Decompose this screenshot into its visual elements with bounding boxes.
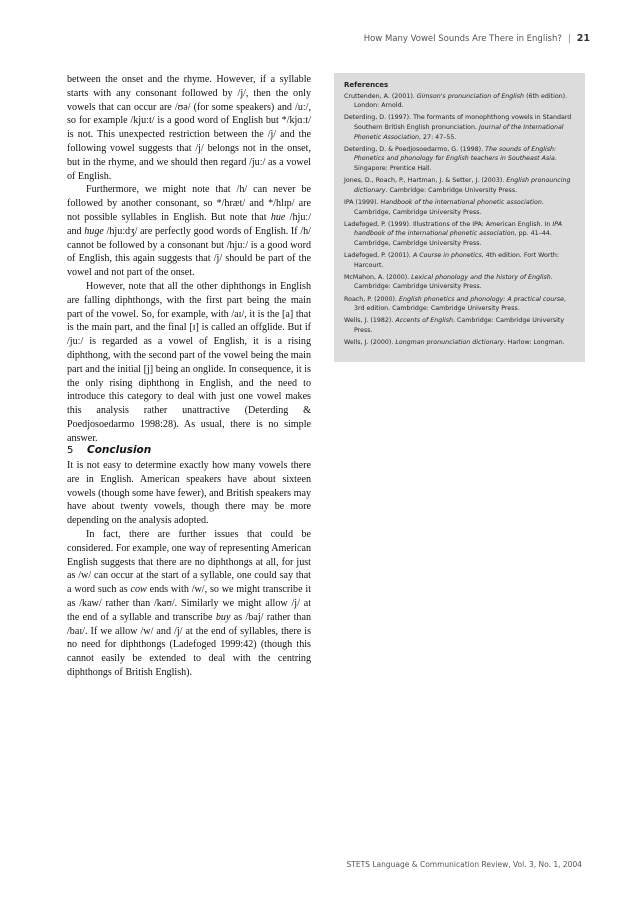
section-number: 5 xyxy=(67,445,74,456)
ref-text: . Singapore: Prentice Hall. xyxy=(354,155,557,172)
references-heading: References xyxy=(344,81,389,89)
ref-text: Ladefoged, P. (2001). xyxy=(344,252,413,260)
ref-text: , 4th edition. Fort Worth: Harcourt. xyxy=(354,252,560,269)
ref-text: . Cambridge, Cambridge University Press. xyxy=(354,198,544,216)
reference-entry xyxy=(344,220,575,249)
reference-entry xyxy=(344,113,575,142)
ref-title: IPA handbook of the international phonetic association xyxy=(354,220,563,238)
reference-entry xyxy=(344,273,575,292)
ref-text: . Cambridge: Cambridge University Press. xyxy=(385,186,518,194)
ref-text: , 3rd edition. Cambridge: Cambridge University Press. xyxy=(354,295,566,313)
italic-word: hue xyxy=(270,211,286,223)
ref-text: McMahon, A. (2000). xyxy=(344,273,412,281)
ref-text: . Harlow: Longman. xyxy=(503,339,565,347)
ref-text: Cruttenden, A. (2001). xyxy=(344,92,417,100)
body-paragraph-3: However, note that all the other diphthongs in English are falling diphthongs, with the first part being the main part of the vowel. So, for example, with /aɪ/, it is the [a] that is the main part, and the final [ɪ] is called an offglide. But if /juː/ is regarded as a vowel of English, it is a rising diphthong, with the second part of the vowel being the main part and the initial [j] being an onglide. In consequence, it is the only rising diphthong in English, and the need to introduce this category to deal with just one vowel makes this analysis rather unattractive (Deterding & Poedjosoedarmo 1998:28). As usual, there is no simple answer. xyxy=(67,280,311,444)
section-title: Conclusion xyxy=(87,444,152,456)
ref-title: Gimson's pronunciation of English xyxy=(416,92,525,100)
ref-text: Wells, J. (1982). xyxy=(344,317,396,325)
conclusion-paragraph-2 xyxy=(67,528,311,680)
ref-text: Ladefoged, P. (1999). Illustrations of the IPA: American English. In xyxy=(344,220,553,228)
reference-entry xyxy=(344,145,575,174)
ref-text: Jones, D., Roach, P., Hartman, J. & Setter, J. (2003). xyxy=(344,177,507,185)
ref-title: Handbook of the international phonetic association xyxy=(380,198,542,206)
ref-title: English phonetics and phonology: A practical course xyxy=(399,295,564,303)
reference-entry xyxy=(344,176,575,195)
journal-footer: STETS Language & Communication Review, Vol. 3, No. 1, 2004 xyxy=(346,860,582,869)
ref-title: The sounds of English: Phonetics and phonology for English teachers in Southeast Asia xyxy=(354,145,557,163)
page-number: 21 xyxy=(576,33,590,44)
running-title: How Many Vowel Sounds Are There in English? xyxy=(363,34,562,44)
ref-text: . Cambridge: Cambridge University Press. xyxy=(354,317,565,334)
text-run: ends with /w/, so we might transcribe it as /kaw/ rather than /kaʊ/. Similarly we might allow /j/ at the end of a syllable and transcribe xyxy=(67,584,311,623)
reference-entry xyxy=(344,338,575,348)
ref-text: Roach, P. (2000). xyxy=(344,295,400,303)
reference-entry xyxy=(344,251,575,270)
text-run: Furthermore, we might note that /h/ can never be followed by another consonant, so */hræt/ and */hlɪp/ are not possible syllables in English. But note that xyxy=(67,184,311,223)
italic-word: huge xyxy=(84,225,104,237)
ref-title: Lexical phonology and the history of English xyxy=(411,273,551,281)
reference-entry xyxy=(344,295,575,314)
ref-text: Wells, J. (2000). xyxy=(344,339,396,347)
ref-title: Accents of English xyxy=(395,317,453,325)
running-header xyxy=(364,33,590,44)
ref-text: Deterding, D. (1997). The formants of monophthong vowels in Standard Southern British English pronunciation. xyxy=(344,114,572,131)
references-box xyxy=(334,73,585,362)
italic-word: cow xyxy=(130,584,147,596)
reference-entry xyxy=(344,92,575,111)
ref-title: English pronouncing dictionary xyxy=(354,177,571,194)
conclusion-paragraph-1: It is not easy to determine exactly how many vowels there are in English. American speakers have about sixteen vowels (though some have fewer), and British speakers may have about twenty vowels, though there may be more depending on the analysis adopted. xyxy=(67,460,311,527)
conclusion-text-column xyxy=(67,459,311,680)
ref-text: , pp. 41–44. Cambridge, Cambridge University Press. xyxy=(354,230,552,247)
ref-text: Deterding, D. & Poedjosoedarmo, G. (1998). xyxy=(344,145,486,153)
text-run: /hjuː/ and xyxy=(67,211,311,237)
section-heading xyxy=(67,444,311,456)
body-paragraph-2 xyxy=(67,183,311,280)
ref-title: Longman pronunciation dictionary xyxy=(395,339,504,347)
text-run: /hjuːdʒ/ are perfectly good words of English. If /h/ cannot be followed by a consonant but /hjuː/ is a good word of English, this again suggests that /j/ should be part of the vowel and not part of the onset. xyxy=(67,225,311,279)
ref-title: A Course in phonetics xyxy=(412,252,482,260)
body-paragraph-1: between the onset and the rhyme. However, if a syllable starts with any consonant followed by /j/, then the only vowels that can occur are /ʊə/ (for some speakers) and /uː/, so for example /kjuːt/ is a good word of English but */kjɑːt/ is not. This unexpected restriction between the /j/ and the following vowel suggests that /j/ belongs not in the onset, but in the rhyme, and we should then regard /juː/ as a vowel of English. xyxy=(67,74,311,182)
reference-entry xyxy=(344,316,575,335)
ref-text: . Cambridge: Cambridge University Press. xyxy=(354,273,553,291)
ref-text: IPA (1999). xyxy=(344,198,381,206)
italic-word: buy xyxy=(215,611,231,623)
reference-entry xyxy=(344,198,575,217)
ref-text: , 27: 47–55. xyxy=(419,133,457,141)
ref-title: Journal of the International Phonetic Association xyxy=(354,123,564,141)
text-run: In fact, there are further issues that could be considered. For example, one way of representing American English suggests that there are no diphthongs at all, for just as /w/ can occur at the start of a syllable, one could say that a word such as xyxy=(67,528,311,596)
body-text-column xyxy=(67,73,311,446)
ref-text: (6th edition). London: Arnold. xyxy=(354,92,568,110)
header-separator: | xyxy=(567,34,571,44)
text-run: as /baj/ rather than /baɪ/. If we allow /w/ and /j/ at the end of syllables, there is no need for diphthongs (Ladefoged 1999:42) (though this cannot easily be extended to deal with the centring diphthongs of British English). xyxy=(67,611,311,678)
